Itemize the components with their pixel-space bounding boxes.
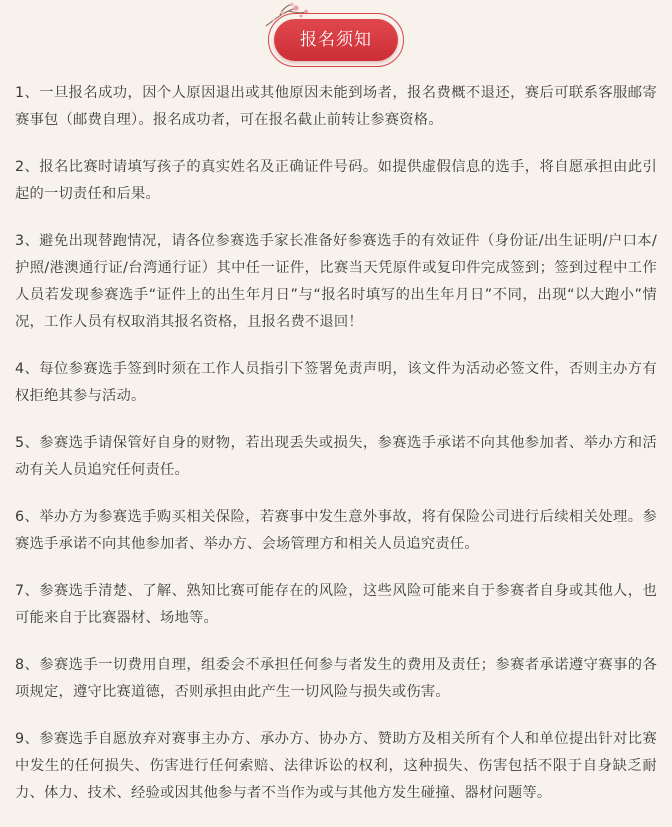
header [0,0,672,78]
notice-item: 2、报名比赛时请填写孩子的真实姓名及正确证件号码。如提供虚假信息的选手，将自愿承担由此引起的一切责任和后果。 [15,159,657,202]
notice-item: 5、参赛选手请保管好自身的财物，若出现丢失或损失，参赛选手承诺不向其他参加者、举办方和活动有关人员追究任何责任。 [15,435,657,478]
notice-item: 6、举办方为参赛选手购买相关保险，若赛事中发生意外事故，将有保险公司进行后续相关处理。参赛选手承诺不向其他参加者、举办方、会场管理方和相关人员追究责任。 [15,509,657,552]
notice-item: 7、参赛选手清楚、了解、熟知比赛可能存在的风险，这些风险可能来自于参赛者自身或其他人，也可能来自于比赛器材、场地等。 [15,583,657,626]
notice-item: 4、每位参赛选手签到时须在工作人员指引下签署免责声明，该文件为活动必签文件，否则主办方有权拒绝其参与活动。 [15,361,657,404]
notice-item: 9、参赛选手自愿放弃对赛事主办方、承办方、协办方、赞助方及相关所有个人和单位提出针对比赛中发生的任何损失、伤害进行任何索赔、法律诉讼的权利，这种损失、伤害包括不限于自身缺乏耐力、体力、技术、经验或因其他参与者不当作为或与其他方发生碰撞、器材问题等。 [15,731,657,801]
page-title: 报名须知 [274,19,398,61]
notice-item: 3、避免出现替跑情况，请各位参赛选手家长准备好参赛选手的有效证件（身份证/出生证明/户口本/护照/港澳通行证/台湾通行证）其中任一证件，比赛当天凭原件或复印件完成签到；签到过程中工作人员若发现参赛选手“证件上的出生年月日”与“报名时填写的出生年月日”不同，出现“以大跑小”情况，工作人员有权取消其报名资格，且报名费不退回！ [15,233,657,330]
notice-list [15,80,657,827]
notice-item: 8、参赛选手一切费用自理，组委会不承担任何参与者发生的费用及责任；参赛者承诺遵守赛事的各项规定，遵守比赛道德，否则承担由此产生一切风险与损失或伤害。 [15,657,657,700]
notice-item: 1、一旦报名成功，因个人原因退出或其他原因未能到场者，报名费概不退还，赛后可联系客服邮寄赛事包（邮费自理）。报名成功者，可在报名截止前转让参赛资格。 [15,85,657,128]
